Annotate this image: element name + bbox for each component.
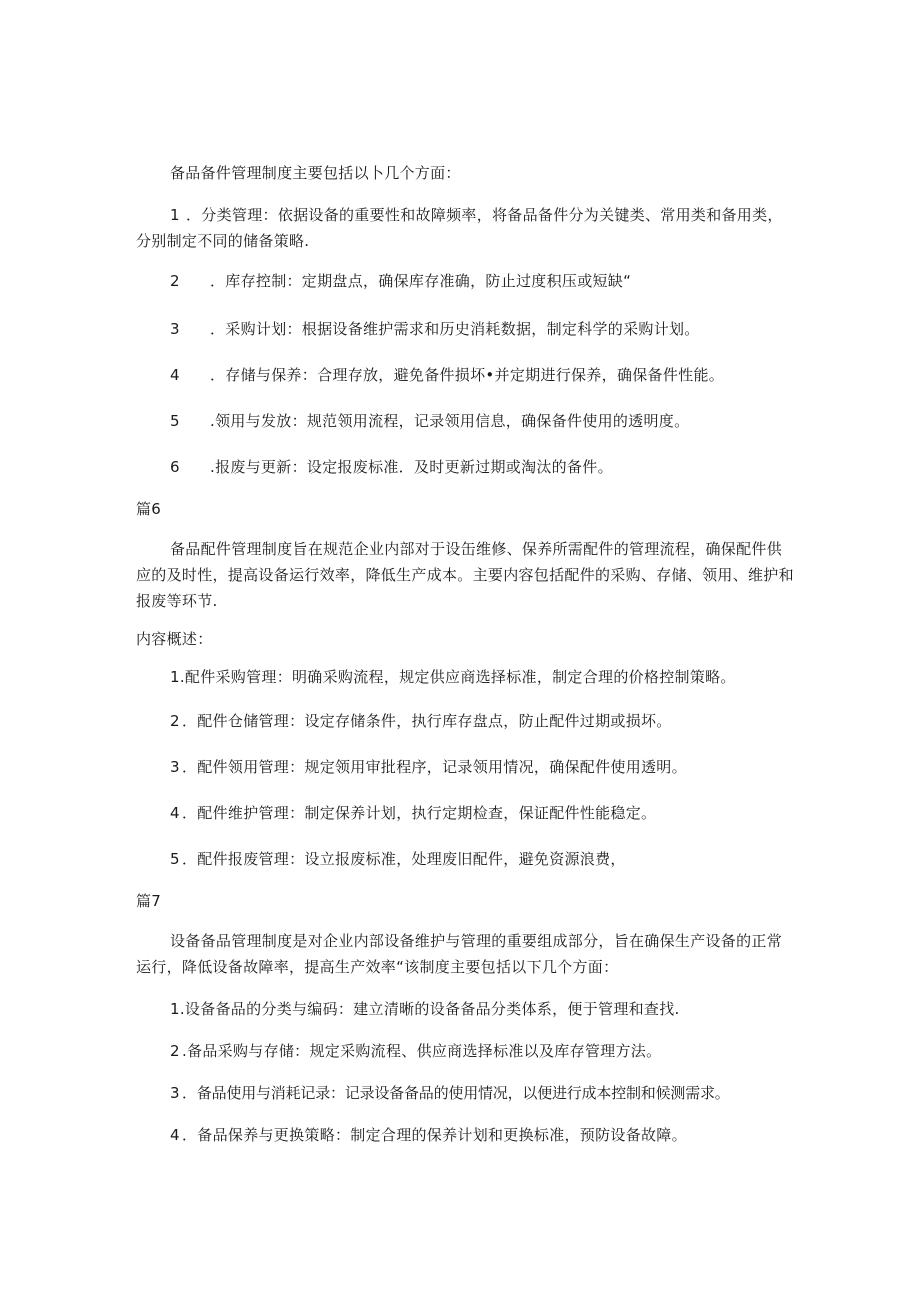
item-number: 3 [170,320,180,338]
item-text: ．库存控制：定期盘点，确保库存准确，防止过度积压或短缺“ [210,272,632,290]
item-text: .备品采购与存储：规定采购流程、供应商选择标准以及库存管理方法。 [182,1042,662,1060]
item-number: 3 [170,1084,180,1102]
section6-intro: 备品配件管理制度旨在规范企业内部对于设缶维修、保养所需配件的管理流程，确保配件供应的及时性，提高设备运行效率，降低生产成本。主要内容包括配件的采购、存储、领用、维护和报废等环节. [136,540,794,610]
item-text: ．备品保养与更换策略：制定合理的保养计划和更换标准，预防设备故障。 [182,1126,687,1144]
item-number: 4 [170,1126,180,1144]
item-text: .报废与更新：设定报废标准．及时更新过期或淘汰的备件。 [210,458,613,476]
section6-heading: 篇6 [136,500,162,518]
item-text: ．分类管理：依据设备的重要性和故障频率，将备品备件分为关键类、常用类和备用类，分别制定不同的储备策略. [136,206,783,250]
item-number: 4 [170,366,180,384]
item-number: 1 [170,206,180,224]
section5-item-6 [136,454,796,480]
section5-item-3 [136,316,796,342]
item-text: ．配件领用管理：规定领用审批程序，记录领用情况，确保配件使用透明。 [182,758,687,776]
section6-item-2 [136,708,796,734]
item-number: 2 [170,1042,180,1060]
item-text: ．备品使用与消耗记录：记录设备备品的使用情况，以便进行成本控制和候测需求。 [182,1084,730,1102]
section7-item-4 [136,1122,796,1148]
section5-intro: 备品备件管理制度主要包括以卜几个方面： [170,164,461,182]
section5-item-2 [136,268,796,294]
section6-item-5 [136,846,796,872]
section7-heading: 篇7 [136,892,162,910]
section5-item-5 [136,408,796,434]
item-number: 5 [170,850,180,868]
item-number: 4 [170,804,180,822]
item-text: ．采购计划：根据设备维护需求和历史消耗数据，制定科学的采购计划。 [210,320,700,338]
section5-item-1 [136,202,796,254]
item-text: ．配件维护管理：制定保养计划，执行定期检查，保证配件性能稳定。 [182,804,657,822]
item-number: 2 [170,712,180,730]
item-number: 5 [170,412,180,430]
section6-overview-label: 内容概述： [136,630,213,648]
item-text: ．配件仓储管理：设定存储条件，执行库存盘点，防止配件过期或损坏。 [182,712,672,730]
section6-item-1: 1.配件采购管理：明确采购流程，规定供应商选择标准，制定合理的价格控制策略。 [170,668,736,686]
item-text: .领用与发放：规范领用流程，记录领用信息，确保备件使用的透明度。 [210,412,690,430]
section6-item-4 [136,800,796,826]
item-number: 3 [170,758,180,776]
item-text: ．配件报废管理：设立报废标准，处理废旧配件，避免资源浪费， [182,850,626,868]
section5-item-4 [136,362,796,388]
section7-intro: 设备备品管理制度是对企业内部设备维护与管理的重要组成部分，旨在确保生产设备的正常运行，降低设备故障率，提高生产效率“该制度主要包括以下几个方面： [136,932,783,976]
item-number: 6 [170,458,180,476]
item-number: 2 [170,272,180,290]
section7-item-3 [136,1080,796,1106]
section7-item-2 [136,1038,796,1064]
section6-item-3 [136,754,796,780]
section7-item-1: 1.设备备品的分类与编码：建立清晰的设备备品分类体系，便于管理和查找. [170,1000,680,1018]
item-text: ．存储与保养：合理存放，避免备件损坏•并定期进行保养，确保备件性能。 [210,366,725,384]
